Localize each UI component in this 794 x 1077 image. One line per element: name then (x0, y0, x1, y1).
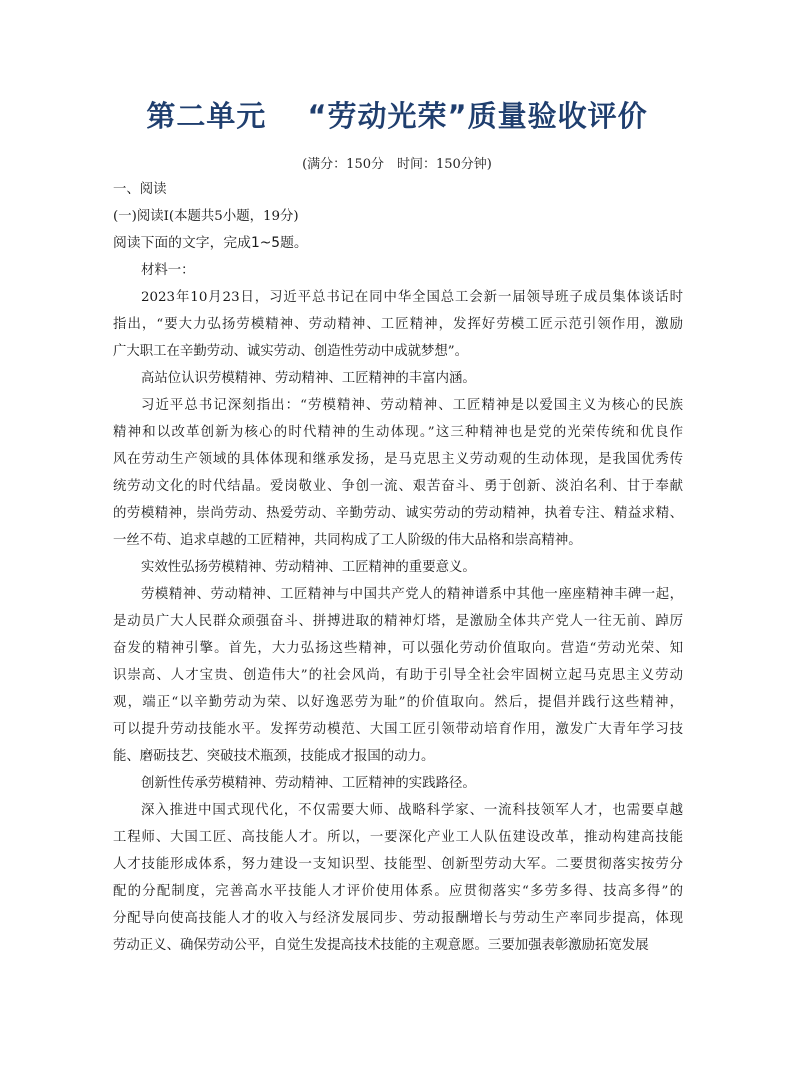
paragraph (113, 581, 683, 770)
paragraph-line: 识崇高、人才宝贵、创造伟大”的社会风尚，有助于引导全社会牢固树立起马克思主义劳动 (113, 668, 683, 683)
paragraph-line: 精神和以改革创新为核心的时代精神的生动体现。”这三种精神也是党的光荣传统和优良作 (113, 425, 683, 440)
document-title: 第二单元 “劳动光荣”质量验收评价 (146, 99, 648, 133)
paragraph-line: 分配导向使高技能人才的收入与经济发展同步、劳动报酬增长与劳动生产率同步提高，体现 (113, 911, 683, 926)
paragraph-line: 指出，“要大力弘扬劳模精神、劳动精神、工匠精神，发挥好劳模工匠示范引领作用，激励 (113, 317, 683, 332)
paragraph-line: 可以提升劳动技能水平。发挥劳动模范、大国工匠引领带动培育作用，激发广大青年学习技 (113, 722, 683, 737)
paragraph (113, 554, 683, 581)
paragraph-line: 配的分配制度，完善高水平技能人才评价使用体系。应贯彻落实“多劳多得、技高多得”的 (113, 884, 683, 899)
paragraph-list (113, 284, 683, 959)
paragraph-line: 一丝不苟、追求卓越的工匠精神，共同构成了工人阶级的伟大品格和崇高精神。 (113, 533, 582, 548)
paragraph-line: 高站位认识劳模精神、劳动精神、工匠精神的丰富内涵。 (141, 371, 476, 386)
paragraph-line: 广大职工在辛勤劳动、诚实劳动、创造性劳动中成就梦想”。 (113, 344, 468, 359)
paragraph-line: 统劳动文化的时代结晶。爱岗敬业、争创一流、艰苦奋斗、勇于创新、淡泊名利、甘于奉献 (113, 479, 683, 494)
paragraph-line: 劳动正义、确保劳动公平，自觉生发提高技术技能的主观意愿。三要加强表彰激励拓宽发展 (113, 938, 649, 953)
paragraph-line: 深入推进中国式现代化，不仅需要大师、战略科学家、一流科技领军人才，也需要卓越 (141, 803, 683, 818)
material-label: 材料一： (141, 263, 195, 278)
instruction-text: 阅读下面的文字，完成1~5题。 (113, 235, 308, 251)
paragraph-line: 观，端正“以辛勤劳动为荣、以好逸恶劳为耻”的价值取向。然后，提倡并践行这些精神， (113, 695, 683, 710)
paragraph (113, 392, 683, 554)
paragraph (113, 797, 683, 959)
paragraph-line: 的劳模精神，崇尚劳动、热爱劳动、辛勤劳动、诚实劳动的劳动精神，执着专注、精益求精、 (113, 506, 683, 521)
paragraph (113, 770, 683, 797)
paragraph-line: 人才技能形成体系，努力建设一支知识型、技能型、创新型劳动大军。二要贯彻落实按劳分 (113, 857, 683, 872)
section-heading: 一、阅读 (113, 182, 167, 197)
paragraph-line: 是动员广大人民群众顽强奋斗、拼搏进取的精神灯塔，是激励全体共产党人一往无前、踔厉 (113, 614, 683, 629)
paragraph-line: 工程师、大国工匠、高技能人才。所以，一要深化产业工人队伍建设改革，推动构建高技能 (113, 830, 683, 845)
paragraph-line: 奋发的精神引擎。首先，大力弘扬这些精神，可以强化劳动价值取向。营造“劳动光荣、知 (113, 641, 683, 656)
paragraph (113, 284, 683, 365)
paragraph-line: 劳模精神、劳动精神、工匠精神与中国共产党人的精神谱系中其他一座座精神丰碑一起， (141, 587, 683, 602)
paragraph-line: 2023年10月23日，习近平总书记在同中华全国总工会新一届领导班子成员集体谈话时 (141, 290, 683, 305)
subsection-heading: (一)阅读Ⅰ(本题共5小题，19分) (113, 209, 299, 224)
paragraph (113, 365, 683, 392)
paragraph-line: 风在劳动生产领域的具体体现和继承发扬，是马克思主义劳动观的生动体现，是我国优秀传 (113, 452, 683, 467)
document-body (113, 176, 683, 959)
document-subtitle: (满分：150分 时间：150分钟) (302, 157, 492, 172)
paragraph-line: 习近平总书记深刻指出：“劳模精神、劳动精神、工匠精神是以爱国主义为核心的民族 (141, 398, 683, 413)
paragraph-line: 创新性传承劳模精神、劳动精神、工匠精神的实践路径。 (141, 776, 476, 791)
paragraph-line: 能、磨砺技艺、突破技术瓶颈，技能成才报国的动力。 (113, 749, 435, 764)
paragraph-line: 实效性弘扬劳模精神、劳动精神、工匠精神的重要意义。 (141, 560, 476, 575)
